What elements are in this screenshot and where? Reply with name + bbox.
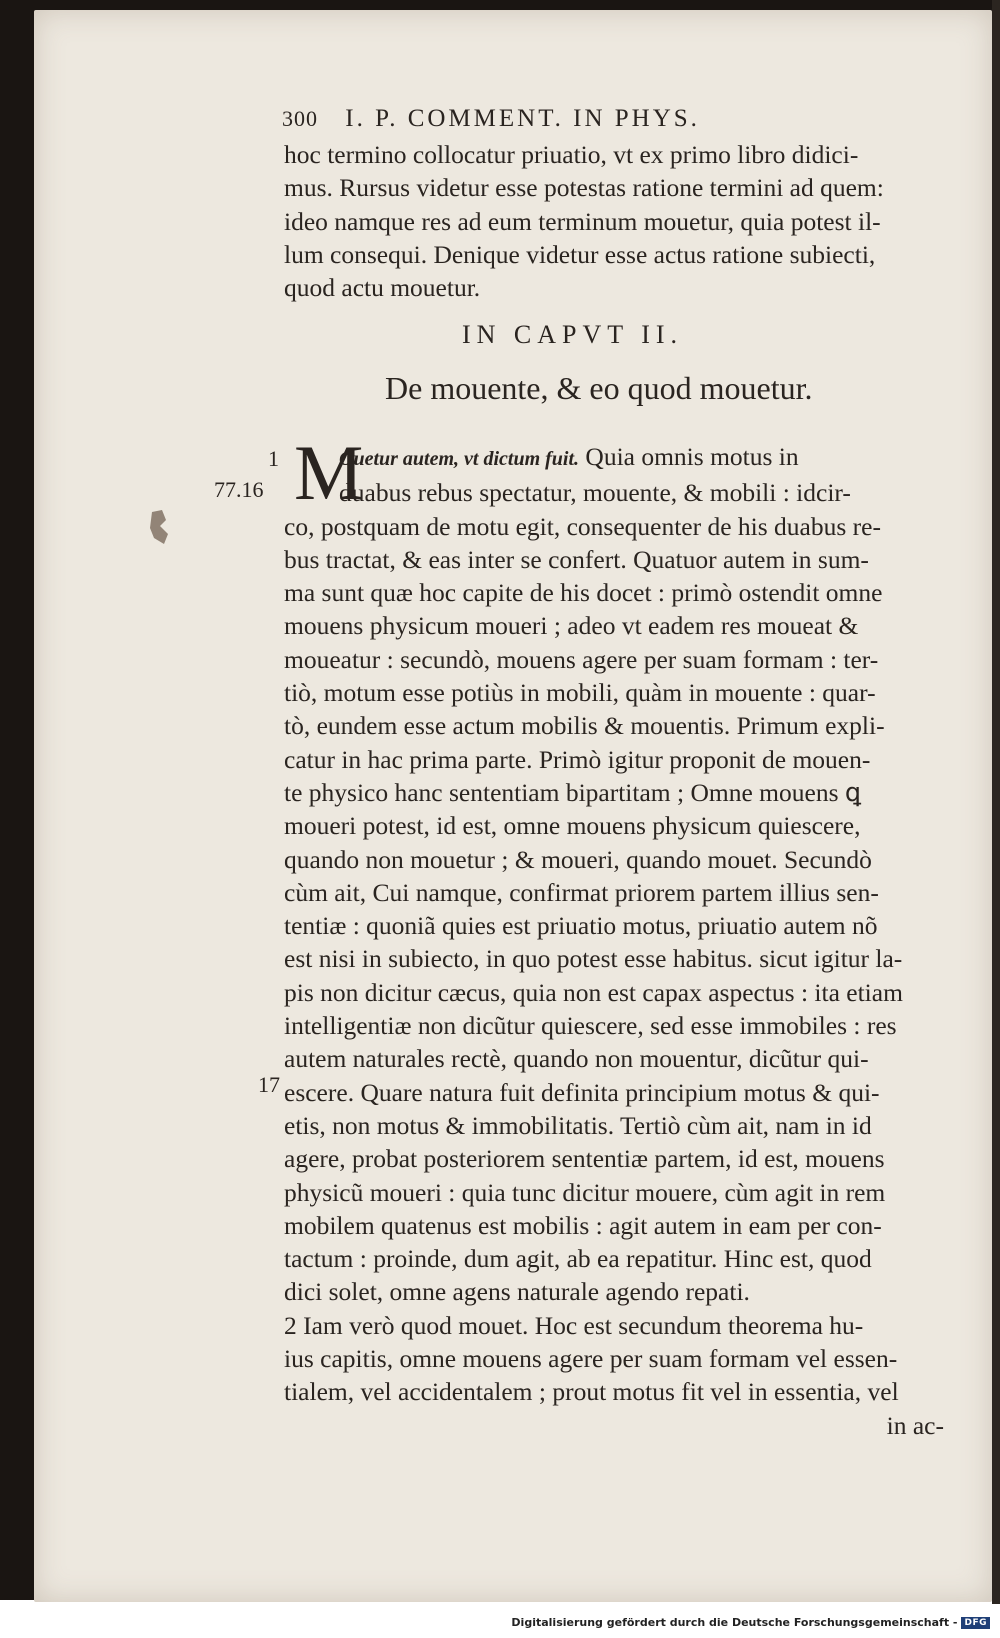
- margin-reference: 17: [258, 1072, 280, 1097]
- catchword: in ac-: [886, 1410, 944, 1440]
- lemma: Ouetur autem, vt dictum fuit.: [339, 448, 580, 470]
- text-line: ma sunt quæ hoc capite de his docet : primò ostendit omne: [284, 578, 883, 608]
- top-paragraph: [284, 138, 954, 304]
- text-line: moueri potest, id est, omne mouens physicum quiescere,: [284, 811, 861, 841]
- text-line: moueatur : secundò, mouens agere per suam formam : ter-: [284, 644, 879, 674]
- text-line: tò, eundem esse actum mobilis & mouentis. Primum expli-: [284, 711, 885, 741]
- page-number: 300: [282, 106, 318, 131]
- footer-text: Digitalisierung gefördert durch die Deutsche Forschungsgemeinschaft -: [511, 1616, 958, 1629]
- text-line: tentiæ : quoniã quies est priuatio motus, priuatio autem nõ: [284, 911, 878, 941]
- running-title: I. P. COMMENT. IN PHYS.: [345, 105, 700, 132]
- text-line: quando non mouetur ; & moueri, quando mouet. Secundò: [284, 844, 872, 874]
- chapter-heading: IN CAPVT II.: [462, 320, 684, 349]
- text-line: cùm ait, Cui namque, confirmat priorem partem illius sen-: [284, 877, 879, 907]
- text-line: lum consequi. Denique videtur esse actus ratione subiecti,: [284, 239, 876, 269]
- text-line: mus. Rursus videtur esse potestas ratione termini ad quem:: [284, 173, 884, 203]
- section-number: 1: [268, 446, 279, 471]
- text-line: intelligentiæ non dicũtur quiescere, sed esse immobiles : res: [284, 1011, 897, 1041]
- main-text: [284, 429, 954, 1442]
- text-line: physicũ moueri : quia tunc dicitur mouere, cùm agit in rem: [284, 1177, 886, 1207]
- drop-cap: M: [294, 429, 364, 516]
- text-line: ideo namque res ad eum terminum mouetur, quia potest il-: [284, 206, 881, 236]
- text-line: co, postquam de motu egit, consequenter de his duabus re-: [284, 511, 881, 541]
- text-line: 2 Iam verò quod mouet. Hoc est secundum theorema hu-: [284, 1310, 864, 1340]
- text-line: duabus rebus spectatur, mouente, & mobili : idcir-: [339, 478, 851, 508]
- digitization-footer: [511, 1616, 990, 1629]
- dfg-logo: DFG: [961, 1617, 990, 1629]
- text-line: quod actu mouetur.: [284, 273, 481, 303]
- chapter-subtitle: De mouente, & eo quod mouetur.: [385, 370, 813, 406]
- text-line: agere, probat posteriorem sententiæ partem, id est, mouens: [284, 1144, 885, 1174]
- text-line: dici solet, omne agens naturale agendo repati.: [284, 1277, 750, 1307]
- text-line: est nisi in subiecto, in quo potest esse habitus. sicut igitur la-: [284, 944, 903, 974]
- text-line: autem naturales rectè, quando non mouentur, dicũtur qui-: [284, 1044, 869, 1074]
- text-line: Ouetur autem, vt dictum fuit. Quia omnis motus in: [339, 442, 799, 471]
- text-line: tialem, vel accidentalem ; prout motus fit vel in essentia, vel: [284, 1377, 899, 1407]
- text-line: escere. Quare natura fuit definita principium motus & qui-: [284, 1077, 880, 1107]
- text-line: mobilem quatenus est mobilis : agit autem in eam per con-: [284, 1210, 882, 1240]
- text-line: tactum : proinde, dum agit, ab ea repatitur. Hinc est, quod: [284, 1244, 872, 1274]
- text-line: ius capitis, omne mouens agere per suam formam vel essen-: [284, 1344, 898, 1374]
- running-head: [282, 105, 700, 133]
- text-line: bus tractat, & eas inter se confert. Quatuor autem in sum-: [284, 544, 869, 574]
- text-line: hoc termino collocatur priuatio, vt ex primo libro didici-: [284, 140, 859, 169]
- text-line: pis non dicitur cæcus, quia non est capax aspectus : ita etiam: [284, 977, 903, 1007]
- ink-blot-mark: [148, 508, 170, 546]
- text-line: catur in hac prima parte. Primò igitur proponit de mouen-: [284, 744, 871, 774]
- text-line: mouens physicum moueri ; adeo vt eadem res moueat &: [284, 611, 859, 641]
- text-line: te physico hanc sententiam bipartitam ; Omne mouens ꝗ: [284, 777, 862, 807]
- text-line: tiò, motum esse potiùs in mobili, quàm in mouente : quar-: [284, 678, 876, 708]
- margin-reference: 77.16: [214, 477, 264, 502]
- page-edge: [992, 0, 1000, 1610]
- text-line: etis, non motus & immobilitatis. Tertiò cùm ait, nam in id: [284, 1110, 872, 1140]
